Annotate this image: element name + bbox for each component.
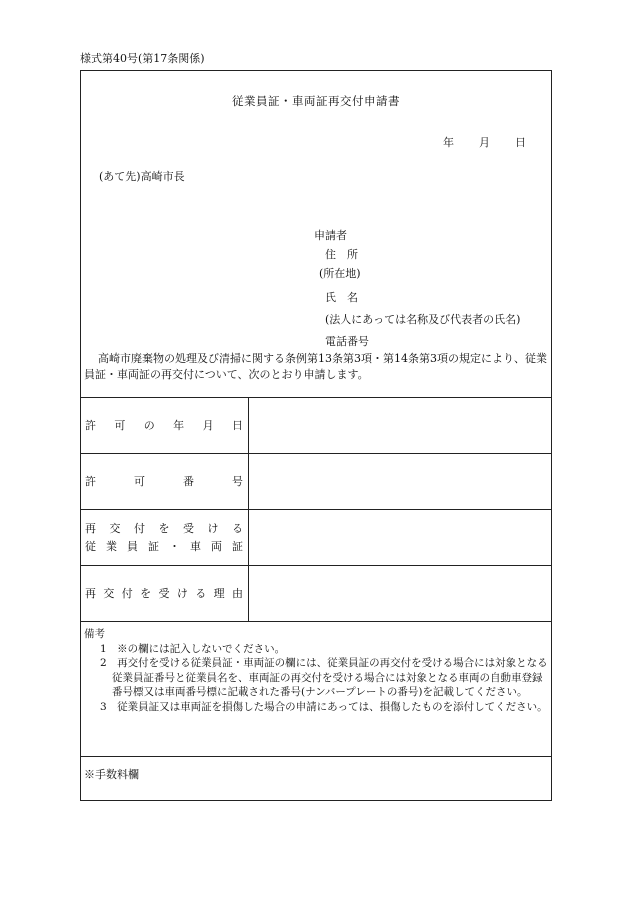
note-item: 2 再交付を受ける従業員証・車両証の欄には、従業員証の再交付を受ける場合には対象となる従業員証番号と従業員名を、車両証の再交付を受ける場合には対象となる車両の自動車登録番号標又は車両番号標に記載された番号(ナンバープレートの番号)を記載してください。 xyxy=(100,657,548,698)
fee-field-label: ※手数料欄 xyxy=(84,768,139,781)
permit-date-text: 許 可 の 年 月 日 xyxy=(85,418,243,432)
reissue-target-field[interactable] xyxy=(251,510,549,565)
applicant-phone-label: 電話番号 xyxy=(325,335,369,348)
application-form xyxy=(80,70,552,801)
reissue-target-label xyxy=(85,510,243,565)
permit-number-field[interactable] xyxy=(251,454,549,509)
reissue-reason-label xyxy=(85,566,243,621)
note-item: 3 従業員証又は車両証を損傷した場合の申請にあっては、損傷したものを添付してください。 xyxy=(100,700,548,713)
column-divider xyxy=(248,398,249,621)
document-title: 従業員証・車両証再交付申請書 xyxy=(232,94,400,108)
applicant-heading: 申請者 xyxy=(314,229,347,242)
applicant-name-label: 氏 名 xyxy=(325,291,358,304)
note-item: 1 ※の欄には記入しないでください。 xyxy=(100,642,286,655)
notes-bottom-border xyxy=(81,756,551,757)
date-year: 年 xyxy=(443,136,454,149)
permit-date-field[interactable] xyxy=(251,398,549,453)
permit-number-label xyxy=(85,454,243,509)
form-number-label: 様式第40号(第17条関係) xyxy=(80,52,205,65)
notes-heading: 備考 xyxy=(84,628,105,640)
application-statement: 高崎市廃棄物の処理及び清掃に関する条例第13条第3項・第14条第3項の規定により、従業員証・車両証の再交付について、次のとおり申請します。 xyxy=(84,352,547,381)
notes-section xyxy=(84,627,550,714)
applicant-location-label: (所在地) xyxy=(319,267,361,280)
permit-date-label xyxy=(85,398,243,453)
permit-number-text: 許 可 番 号 xyxy=(85,474,243,488)
addressee: (あて先)高崎市長 xyxy=(99,170,185,183)
table-bottom-border xyxy=(81,621,551,622)
applicant-corp-note: (法人にあっては名称及び代表者の氏名) xyxy=(325,313,521,326)
applicant-address-label: 住 所 xyxy=(325,248,358,261)
reissue-target-line1: 再 交 付 を 受 け る xyxy=(85,521,243,535)
reissue-reason-field[interactable] xyxy=(251,566,549,621)
applicant-block xyxy=(314,226,520,351)
reissue-reason-text: 再 交 付 を 受 け る 理 由 xyxy=(85,586,243,600)
date-month: 月 xyxy=(479,136,490,149)
date-day: 日 xyxy=(515,136,526,149)
reissue-target-line2: 従 業 員 証 ・ 車 両 証 xyxy=(85,539,243,553)
